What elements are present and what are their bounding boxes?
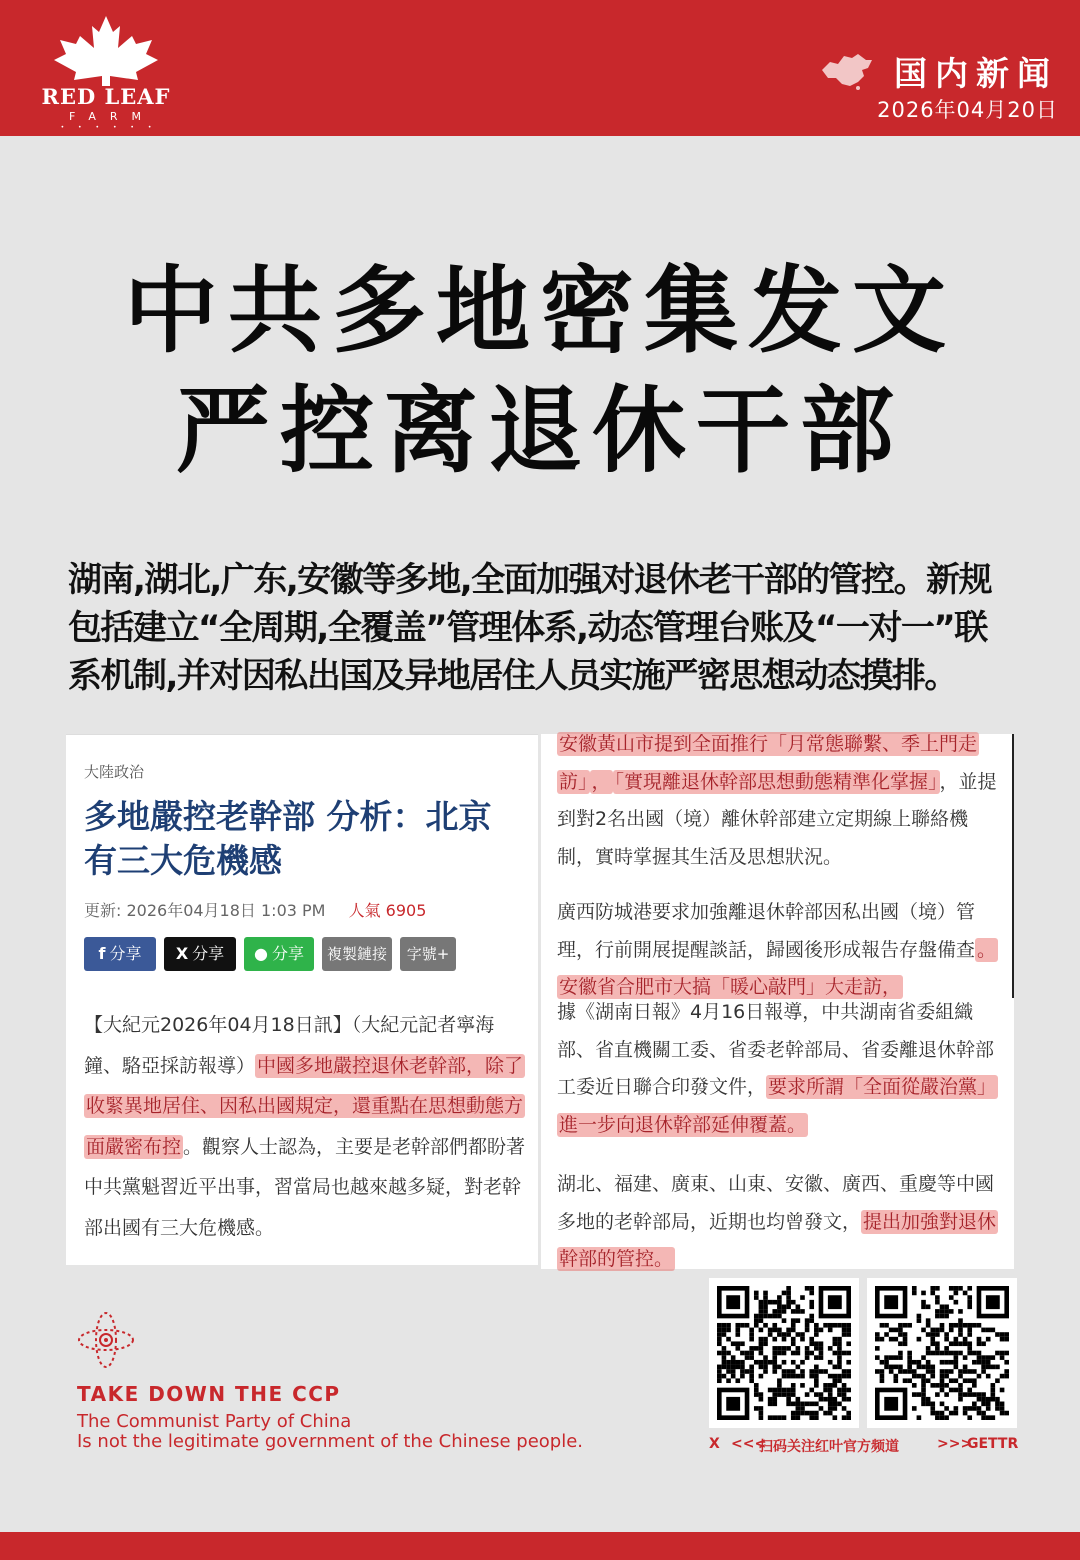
right-paragraph-1 xyxy=(557,726,1001,876)
logo-dots: • • • • • • xyxy=(60,124,158,131)
right-paragraph-2 xyxy=(557,894,1001,1007)
qr-left-label: X xyxy=(709,1436,720,1452)
china-map-icon xyxy=(818,52,874,90)
logo-sub: FARM xyxy=(69,110,155,123)
line-icon: ● xyxy=(254,944,268,963)
article-meta xyxy=(84,898,426,921)
article-screenshot-right xyxy=(541,734,1014,1269)
right-p3-highlight: 要求所謂「全面從嚴治黨」進一步向退休幹部延伸覆蓋。 xyxy=(559,1076,997,1136)
font-size-button[interactable]: 字號+ xyxy=(400,937,456,971)
facebook-icon: f xyxy=(98,944,106,963)
article-body xyxy=(84,1005,528,1248)
copy-link-button[interactable]: 複製鏈接 xyxy=(322,937,392,971)
right-p2-text: 廣西防城港要求加強離退休幹部因私出國（境）管理，行前開展提醒談話，歸國後形成報告存盤備查 xyxy=(557,901,976,961)
share-facebook-label: 分享 xyxy=(109,944,142,963)
share-facebook-button[interactable] xyxy=(84,937,156,971)
footer-line-2: Is not the legitimate government of the Chinese people. xyxy=(77,1431,584,1452)
footer-slogan: TAKE DOWN THE CCP xyxy=(77,1382,341,1406)
qr-arrows-right: >>> xyxy=(937,1436,973,1452)
right-p1-highlight-1: 安徽黃山市提到全面推行「月常態聯繫、季上門走訪」 xyxy=(559,733,978,793)
atom-emblem-icon xyxy=(76,1310,136,1370)
logo-name: RED LEAF xyxy=(41,84,171,109)
summary-text: 湖南,湖北,广东,安徽等多地,全面加强对退休老干部的管控。新规包括建立“全周期,全覆盖”管理体系,动态管理台账及“一对一”联系机制,并对因私出国及异地居住人员实施严密思想动态摸排。 xyxy=(68,560,992,696)
article-updated: 更新: 2026年04月18日 1:03 PM xyxy=(84,901,326,920)
footer-line-1: The Communist Party of China xyxy=(77,1411,352,1432)
divider-line xyxy=(1012,734,1014,998)
red-leaf-logo[interactable] xyxy=(40,14,172,132)
header-bar xyxy=(0,0,1080,136)
right-paragraph-3 xyxy=(557,994,1001,1144)
headline xyxy=(0,252,1080,492)
qr-code-x[interactable] xyxy=(709,1278,859,1428)
headline-line-1: 中共多地密集发文 xyxy=(123,257,956,366)
right-p4-text: 湖北、福建、廣東、山東、安徽、廣西、重慶等中國多地的老幹部局，近期也均曾發文， xyxy=(557,1173,995,1233)
qr-code-x-image xyxy=(717,1286,851,1420)
article-title[interactable]: 多地嚴控老幹部 分析：北京有三大危機感 xyxy=(84,797,492,880)
right-p4-highlight: 提出加強對退休幹部的管控。 xyxy=(559,1210,997,1270)
article-category[interactable]: 大陸政治 xyxy=(84,763,145,781)
maple-leaf-icon xyxy=(40,14,172,86)
article-popularity: 人氣 6905 xyxy=(348,901,427,920)
right-p1-text: ，並提到對2名出國（境）離休幹部建立定期線上聯絡機制，實時掌握其生活及思想狀況。 xyxy=(557,770,997,868)
share-line-label: 分享 xyxy=(271,944,304,963)
share-x-button[interactable] xyxy=(164,937,236,971)
qr-caption-text: 扫码关注红叶官方频道 xyxy=(759,1439,899,1455)
share-x-label: 分享 xyxy=(192,944,225,963)
x-icon: X xyxy=(175,944,189,963)
right-p3-text: 據《湖南日報》4月16日報導，中共湖南省委組織部、省直機關工委、省委老幹部局、省委離退休幹部工委近日聯合印發文件， xyxy=(557,1001,995,1098)
section-tag xyxy=(818,48,1058,92)
right-p1-highlight-2: 「實現離退休幹部思想動態精準化掌握」 xyxy=(614,770,938,793)
headline-line-2: 严控离退休干部 xyxy=(175,377,904,486)
right-p1-separator: ， xyxy=(591,770,611,793)
article-body-highlight: 中國多地嚴控退休老幹部，除了收緊異地居住、因私出國規定，還重點在思想動態方面嚴密布控 xyxy=(86,1054,524,1158)
share-line-button[interactable] xyxy=(244,937,314,971)
section-label: 国内新闻 xyxy=(894,54,1058,93)
qr-code-gettr-image xyxy=(875,1286,1009,1420)
qr-right-label: GETTR xyxy=(967,1436,1019,1452)
qr-caption xyxy=(709,1436,1019,1458)
issue-date: 2026年04月20日 xyxy=(877,98,1058,122)
article-body-intro: 【大紀元2026年04月18日訊】（大紀元記者寧海鐘、駱亞採訪報導） xyxy=(84,1014,495,1077)
footer-bar xyxy=(0,1532,1080,1560)
right-p2-highlight: 。安徽省合肥市大搞「暖心敲門」大走訪， xyxy=(559,938,997,998)
qr-arrows-left: <<< xyxy=(731,1436,767,1452)
article-body-rest: 。觀察人士認為，主要是老幹部們都盼著中共黨魁習近平出事，習當局也越來越多疑，對老幹部出國有三大危機感。 xyxy=(84,1135,526,1239)
right-paragraph-4 xyxy=(557,1166,1001,1279)
qr-code-gettr[interactable] xyxy=(867,1278,1017,1428)
article-screenshot-left xyxy=(66,734,538,1265)
